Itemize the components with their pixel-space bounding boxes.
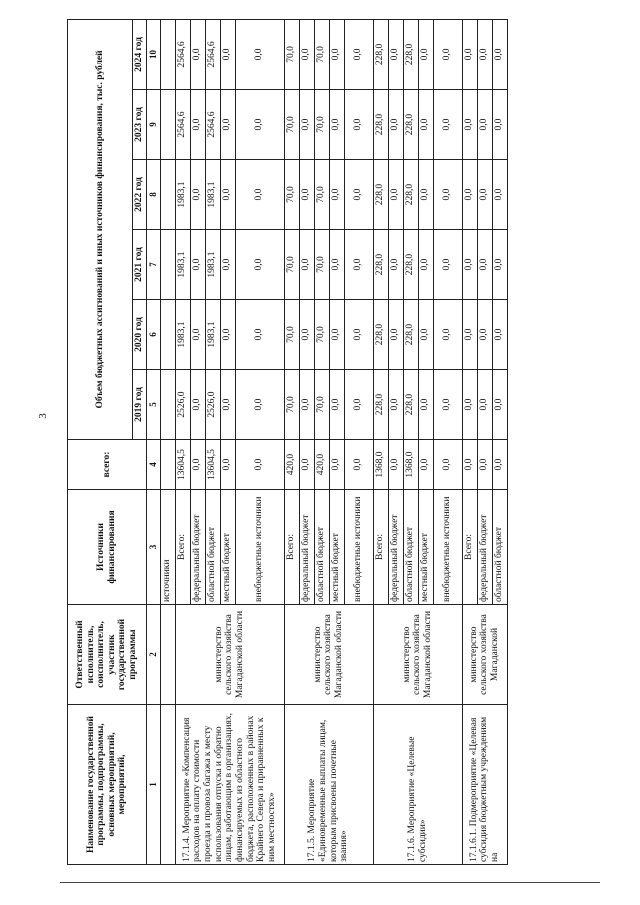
value-cell: 0,0 (433, 230, 462, 300)
value-cell: 0,0 (477, 90, 492, 160)
value-cell: 0,0 (462, 19, 477, 89)
source-cell: внебюджетные источники (235, 490, 284, 605)
value-cell: 1983,1 (205, 300, 220, 370)
value-cell: 70,0 (314, 230, 329, 300)
value-cell: 0,0 (477, 370, 492, 440)
total-cell: 1368,0 (403, 440, 418, 490)
source-cell: Всего: (175, 490, 190, 605)
value-cell: 0,0 (492, 90, 507, 160)
value-cell: 0,0 (462, 300, 477, 370)
source-cell: областной бюджет (403, 490, 418, 605)
value-cell: 0,0 (329, 160, 344, 230)
total-cell: 0,0 (344, 440, 373, 490)
value-cell: 228,0 (373, 230, 388, 300)
name-cell (160, 705, 175, 865)
value-cell: 70,0 (284, 370, 299, 440)
value-cell (160, 90, 175, 160)
value-cell: 0,0 (190, 300, 205, 370)
source-cell: областной бюджет (205, 490, 220, 605)
column-index: 6 (146, 300, 160, 370)
total-cell: 13604,5 (175, 440, 190, 490)
value-cell: 0,0 (299, 160, 314, 230)
source-cell: местный бюджет (418, 490, 433, 605)
value-cell: 0,0 (235, 90, 284, 160)
value-cell: 0,0 (477, 160, 492, 230)
value-cell: 0,0 (388, 300, 403, 370)
value-cell: 0,0 (329, 19, 344, 89)
value-cell: 0,0 (388, 19, 403, 89)
total-cell: 420,0 (284, 440, 299, 490)
column-index: 8 (146, 160, 160, 230)
column-index: 4 (146, 440, 160, 490)
header-sources: Источники финансирования (68, 490, 147, 605)
source-cell: федеральный бюджет (299, 490, 314, 605)
value-cell: 0,0 (235, 300, 284, 370)
value-cell: 0,0 (462, 90, 477, 160)
total-cell: 1368,0 (373, 440, 388, 490)
value-cell: 0,0 (220, 160, 235, 230)
value-cell: 1983,1 (175, 300, 190, 370)
column-index: 10 (146, 19, 160, 89)
column-index: 1 (146, 705, 160, 865)
value-cell: 70,0 (314, 300, 329, 370)
value-cell: 228,0 (373, 160, 388, 230)
value-cell: 0,0 (329, 370, 344, 440)
executor-name: министерство сельского хозяйства Магаданской области (373, 605, 462, 705)
value-cell: 0,0 (462, 370, 477, 440)
value-cell: 2564,6 (175, 90, 190, 160)
value-cell: 2526,0 (205, 370, 220, 440)
activity-name: 17.1.4. Мероприятие «Компенсация расходов на оплату стоимости проезда и провоза багажа к месту использования отпуска и обратно лицам, работающим в организациях, финансируемых из областного бюджета, расположенных в районах Крайнего Севера и приравненных к ним местностях» (175, 705, 284, 865)
value-cell: 0,0 (433, 19, 462, 89)
value-cell (160, 160, 175, 230)
value-cell: 1983,1 (205, 160, 220, 230)
value-cell (160, 19, 175, 89)
value-cell: 0,0 (235, 19, 284, 89)
total-cell: 0,0 (492, 440, 507, 490)
value-cell: 70,0 (314, 160, 329, 230)
value-cell: 0,0 (477, 300, 492, 370)
value-cell: 0,0 (418, 230, 433, 300)
value-cell: 2564,6 (205, 90, 220, 160)
source-cell: местный бюджет (329, 490, 344, 605)
value-cell: 0,0 (299, 90, 314, 160)
source-cell: местный бюджет (220, 490, 235, 605)
value-cell: 228,0 (373, 370, 388, 440)
total-cell: 420,0 (314, 440, 329, 490)
value-cell: 70,0 (284, 300, 299, 370)
value-cell: 0,0 (190, 19, 205, 89)
value-cell: 0,0 (235, 370, 284, 440)
value-cell: 0,0 (329, 300, 344, 370)
value-cell: 70,0 (314, 90, 329, 160)
continuation-row (160, 19, 175, 864)
header-total: всего: (68, 440, 147, 490)
value-cell: 0,0 (190, 370, 205, 440)
page-bottom-rule (60, 882, 600, 883)
source-cell: федеральный бюджет (190, 490, 205, 605)
value-cell: 0,0 (492, 300, 507, 370)
value-cell (160, 230, 175, 300)
value-cell: 0,0 (235, 230, 284, 300)
source-cell: федеральный бюджет (477, 490, 492, 605)
value-cell: 0,0 (344, 90, 373, 160)
executor-name: министерство сельского хозяйства Магаданской области (284, 605, 373, 705)
value-cell: 0,0 (433, 160, 462, 230)
value-cell: 0,0 (220, 300, 235, 370)
table-row (373, 19, 388, 864)
total-cell: 0,0 (299, 440, 314, 490)
value-cell: 0,0 (477, 230, 492, 300)
header-year: 2020 год (133, 300, 147, 370)
activity-name: 17.1.6.1. Подмероприятие «Целевая субсидия бюджетным учреждениям на (462, 705, 507, 865)
value-cell: 0,0 (344, 300, 373, 370)
total-cell: 0,0 (418, 440, 433, 490)
value-cell: 0,0 (418, 370, 433, 440)
value-cell: 228,0 (373, 300, 388, 370)
value-cell: 0,0 (418, 160, 433, 230)
value-cell: 0,0 (329, 90, 344, 160)
total-cell: 0,0 (433, 440, 462, 490)
header-year: 2023 год (133, 90, 147, 160)
source-cell: источники (160, 490, 175, 605)
value-cell: 0,0 (433, 370, 462, 440)
value-cell: 0,0 (344, 160, 373, 230)
value-cell: 228,0 (403, 230, 418, 300)
total-cell: 0,0 (329, 440, 344, 490)
value-cell: 228,0 (403, 300, 418, 370)
value-cell: 0,0 (492, 230, 507, 300)
value-cell: 70,0 (314, 370, 329, 440)
header-year: 2024 год (133, 19, 147, 89)
value-cell: 0,0 (477, 19, 492, 89)
value-cell: 228,0 (373, 19, 388, 89)
budget-table (67, 19, 508, 865)
table-body (160, 19, 507, 864)
value-cell: 70,0 (284, 230, 299, 300)
total-cell: 0,0 (477, 440, 492, 490)
activity-name: 17.1.6. Мероприятие «Целевые субсидии» (373, 705, 462, 865)
activity-name: 17.1.5. Мероприятие «Единовременные выплаты лицам, которым присвоены почетные звания» (284, 705, 373, 865)
header-volume: Объем бюджетных ассигнований и иных источников финансирования, тыс. рублей (68, 19, 133, 439)
value-cell: 228,0 (373, 90, 388, 160)
source-cell: Всего: (284, 490, 299, 605)
header-year: 2022 год (133, 160, 147, 230)
column-index: 2 (146, 605, 160, 705)
value-cell: 0,0 (220, 19, 235, 89)
source-cell: Всего: (373, 490, 388, 605)
column-index: 3 (146, 490, 160, 605)
value-cell: 2564,6 (205, 19, 220, 89)
header-year: 2019 год (133, 370, 147, 440)
value-cell: 1983,1 (205, 230, 220, 300)
page-number: 3 (36, 413, 49, 419)
column-index-row (146, 19, 160, 864)
value-cell (160, 370, 175, 440)
source-cell: областной бюджет (492, 490, 507, 605)
value-cell: 0,0 (220, 230, 235, 300)
rotated-table-container (67, 20, 577, 865)
value-cell: 1983,1 (175, 230, 190, 300)
value-cell: 70,0 (284, 19, 299, 89)
value-cell: 0,0 (190, 230, 205, 300)
executor-name: министерство сельского хозяйства Магаданской (462, 605, 507, 705)
header-executor: Ответственный исполнитель, соисполнитель, участник государственной программы (68, 605, 147, 705)
value-cell: 0,0 (299, 300, 314, 370)
total-cell: 0,0 (388, 440, 403, 490)
value-cell: 0,0 (329, 230, 344, 300)
value-cell: 0,0 (462, 230, 477, 300)
value-cell: 0,0 (418, 300, 433, 370)
value-cell: 0,0 (462, 160, 477, 230)
executor-cell (160, 605, 175, 705)
value-cell: 0,0 (388, 370, 403, 440)
total-cell: 0,0 (220, 440, 235, 490)
value-cell: 0,0 (388, 90, 403, 160)
value-cell: 0,0 (388, 160, 403, 230)
source-cell: федеральный бюджет (388, 490, 403, 605)
value-cell: 0,0 (418, 90, 433, 160)
value-cell: 2526,0 (175, 370, 190, 440)
value-cell: 0,0 (344, 230, 373, 300)
header-year: 2021 год (133, 230, 147, 300)
table-row (175, 19, 190, 864)
source-cell: внебюджетные источники (344, 490, 373, 605)
value-cell: 0,0 (190, 90, 205, 160)
value-cell: 0,0 (220, 90, 235, 160)
value-cell: 228,0 (403, 370, 418, 440)
total-cell: 0,0 (462, 440, 477, 490)
value-cell: 0,0 (388, 230, 403, 300)
executor-name: министерство сельского хозяйства Магаданской области (175, 605, 284, 705)
value-cell: 0,0 (492, 19, 507, 89)
value-cell: 0,0 (235, 160, 284, 230)
value-cell: 0,0 (418, 19, 433, 89)
value-cell: 228,0 (403, 90, 418, 160)
value-cell: 70,0 (284, 90, 299, 160)
header-name: Наименование государственной программы, подпрограммы, основных мероприятий, мероприятий, (68, 705, 147, 865)
value-cell: 70,0 (314, 19, 329, 89)
value-cell: 0,0 (433, 90, 462, 160)
total-cell: 0,0 (190, 440, 205, 490)
value-cell: 0,0 (492, 160, 507, 230)
value-cell: 0,0 (433, 300, 462, 370)
value-cell: 1983,1 (175, 160, 190, 230)
total-cell (160, 440, 175, 490)
source-cell: внебюджетные источники (433, 490, 462, 605)
value-cell: 0,0 (220, 370, 235, 440)
value-cell: 0,0 (344, 19, 373, 89)
table-row (284, 19, 299, 864)
value-cell: 228,0 (403, 160, 418, 230)
table-header (68, 19, 161, 864)
value-cell: 0,0 (299, 370, 314, 440)
source-cell: областной бюджет (314, 490, 329, 605)
value-cell: 70,0 (284, 160, 299, 230)
value-cell: 0,0 (190, 160, 205, 230)
value-cell: 228,0 (403, 19, 418, 89)
total-cell: 0,0 (235, 440, 284, 490)
value-cell: 2564,6 (175, 19, 190, 89)
value-cell (160, 300, 175, 370)
column-index: 7 (146, 230, 160, 300)
value-cell: 0,0 (344, 370, 373, 440)
table-row (462, 19, 477, 864)
column-index: 9 (146, 90, 160, 160)
total-cell: 13604,5 (205, 440, 220, 490)
value-cell: 0,0 (492, 370, 507, 440)
value-cell: 0,0 (299, 19, 314, 89)
column-index: 5 (146, 370, 160, 440)
value-cell: 0,0 (299, 230, 314, 300)
source-cell: Всего: (462, 490, 477, 605)
